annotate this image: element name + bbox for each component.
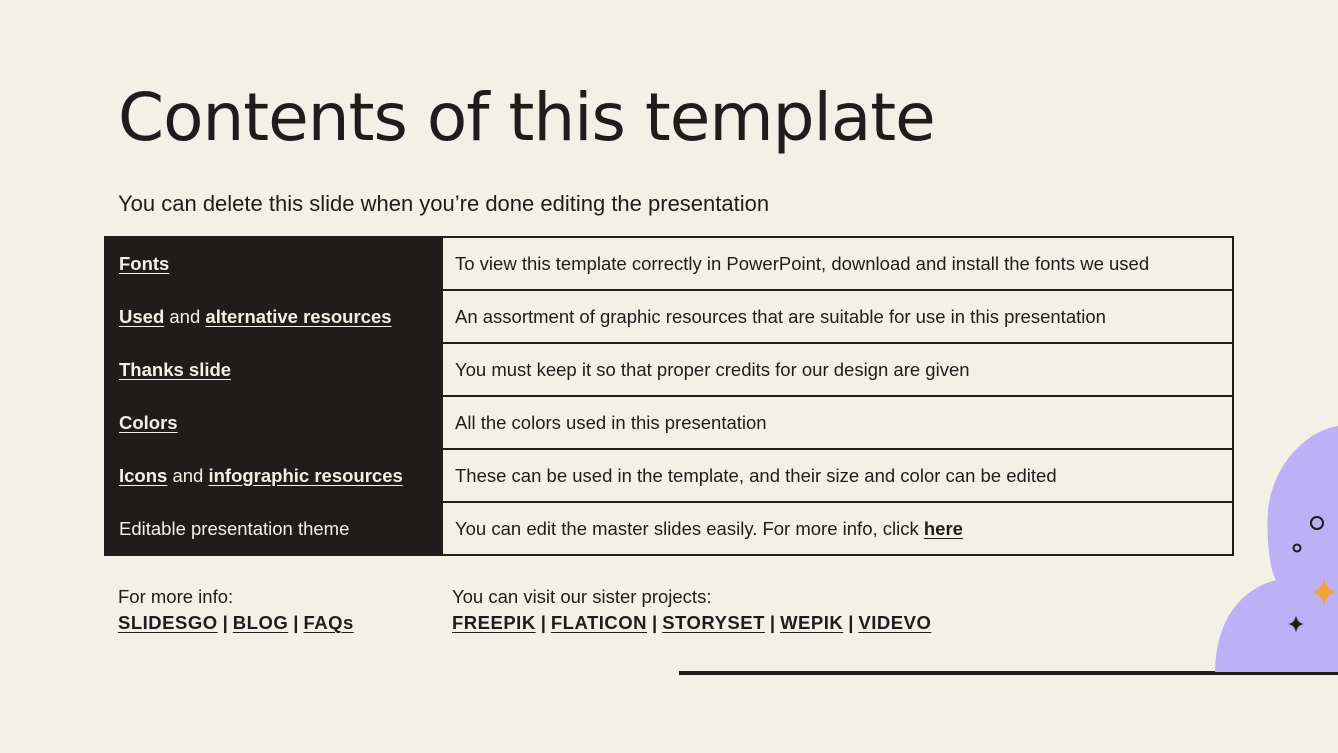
subtitle: You can delete this slide when you’re done editing the presentation — [118, 191, 770, 216]
fonts-link[interactable]: Fonts — [119, 252, 170, 274]
separator: | — [652, 612, 658, 633]
blob-shape — [1215, 426, 1338, 672]
table-row — [105, 449, 1233, 502]
footer-links — [118, 610, 354, 636]
row-description: These can be used in the template, and their size and color can be edited — [442, 449, 1233, 502]
storyset-link[interactable]: STORYSET — [662, 612, 765, 633]
connector-text: and — [172, 464, 204, 486]
row-label-cell — [105, 449, 442, 502]
row-description: All the colors used in this presentation — [442, 396, 1233, 449]
icons-link[interactable]: Icons — [119, 464, 168, 486]
row-label-cell — [105, 343, 442, 396]
separator: | — [769, 612, 776, 633]
blob-decoration — [1210, 420, 1338, 672]
faqs-link[interactable]: FAQs — [303, 612, 354, 633]
infographic-resources-link[interactable]: infographic resources — [208, 464, 403, 486]
colors-link[interactable]: Colors — [119, 411, 178, 433]
row-description: To view this template correctly in PowerPoint, download and install the fonts we used — [442, 237, 1233, 290]
row-description: You can edit the master slides easily. For more info, click — [455, 517, 919, 539]
thanks-slide-link[interactable]: Thanks slide — [119, 358, 232, 380]
separator: | — [848, 612, 854, 633]
row-description: You must keep it so that proper credits for our design are given — [442, 343, 1233, 396]
freepik-link[interactable]: FREEPIK — [452, 612, 536, 633]
editable-theme-label: Editable presentation theme — [119, 517, 350, 539]
separator: | — [293, 612, 299, 633]
slidesgo-link[interactable]: SLIDESGO — [118, 612, 218, 633]
connector-text: and — [169, 305, 201, 327]
footer-more-info — [118, 584, 354, 636]
separator: | — [222, 612, 228, 633]
table-row — [105, 237, 1233, 290]
table-row — [105, 343, 1233, 396]
row-label-cell — [105, 502, 442, 555]
footer-label: You can visit our sister projects: — [452, 586, 712, 607]
page-title: Contents of this template — [118, 79, 935, 156]
videvo-link[interactable]: VIDEVO — [858, 612, 932, 633]
row-label-cell — [105, 396, 442, 449]
table-row — [105, 290, 1233, 343]
here-link[interactable]: here — [923, 517, 963, 539]
flaticon-link[interactable]: FLATICON — [550, 612, 648, 633]
row-description-cell — [442, 502, 1233, 555]
row-description: An assortment of graphic resources that are suitable for use in this presentation — [442, 290, 1233, 343]
separator: | — [540, 612, 546, 633]
contents-table — [104, 236, 1234, 556]
row-label-cell — [105, 237, 442, 290]
table-row — [105, 396, 1233, 449]
footer-sister-projects — [452, 584, 931, 636]
blog-link[interactable]: BLOG — [232, 612, 289, 633]
row-label-cell — [105, 290, 442, 343]
used-resources-link[interactable]: Used — [119, 305, 165, 327]
alternative-resources-link[interactable]: alternative resources — [205, 305, 392, 327]
table-row — [105, 502, 1233, 555]
footer-label: For more info: — [118, 586, 234, 607]
footer-links — [452, 610, 931, 636]
wepik-link[interactable]: WEPIK — [780, 612, 844, 633]
